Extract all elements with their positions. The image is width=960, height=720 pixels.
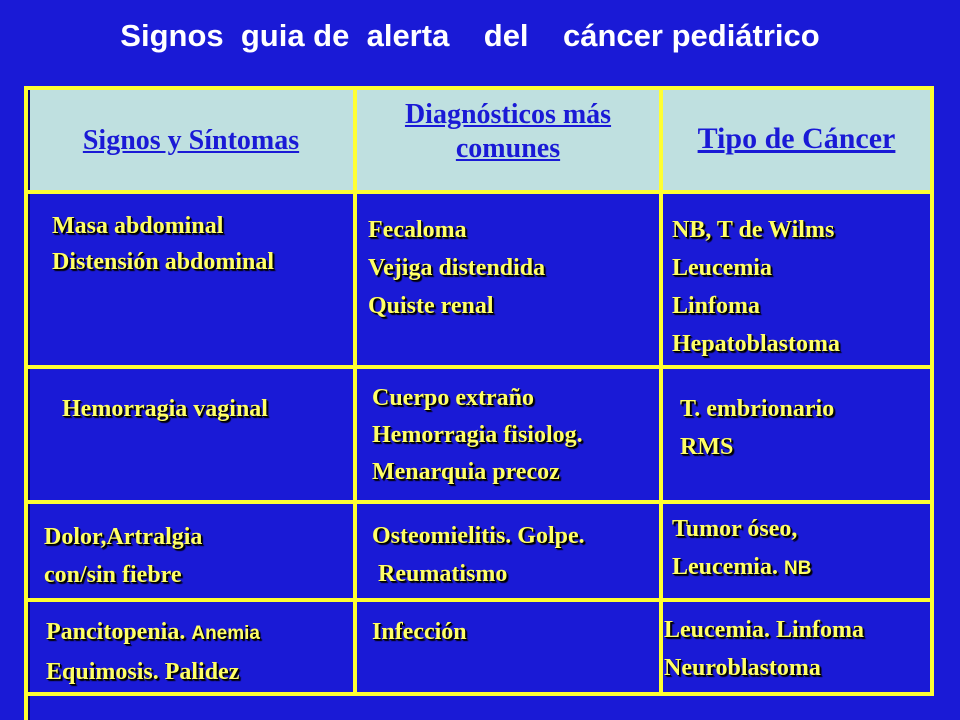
cell-line: Equimosis. Palidez: [46, 659, 240, 685]
cell-line: Tumor óseo,: [672, 516, 798, 542]
cell-line: RMS: [680, 434, 734, 460]
cell-text: Anemia: [191, 623, 260, 644]
grid-line: [24, 86, 28, 720]
cell-cancer-types: [680, 390, 834, 466]
grid-line: [659, 86, 663, 696]
cell-line: [672, 548, 811, 588]
column-header-signs: Signos y Síntomas: [82, 125, 300, 156]
cell-line: Masa abdominal: [52, 213, 224, 239]
grid-line: [930, 86, 934, 696]
cell-signs: [44, 518, 202, 594]
grid-line: [24, 692, 934, 696]
cell-text: Pancitopenia.: [46, 619, 186, 645]
cell-line: Cuerpo extraño: [372, 385, 534, 411]
cell-line: Vejiga distendida: [368, 255, 546, 281]
cell-line: Quiste renal: [368, 293, 494, 319]
cell-diagnoses: [372, 380, 583, 491]
cell-signs: [46, 613, 260, 691]
cell-line: Dolor,Artralgia: [44, 524, 203, 550]
grid-line: [24, 500, 934, 504]
cell-text: Leucemia.: [672, 554, 778, 580]
cell-diagnoses: [372, 517, 585, 593]
cell-line: con/sin fiebre: [44, 562, 182, 588]
column-header-diagnoses: Diagnósticos más comunes: [404, 99, 612, 164]
slide-title: Signos guia de alerta del cáncer pediátrico: [120, 18, 820, 53]
cell-cancer-types: [672, 510, 811, 588]
cell-line: Linfoma: [672, 293, 761, 319]
cell-line: Osteomielitis. Golpe.: [372, 523, 585, 549]
cell-line: Hepatoblastoma: [672, 331, 840, 357]
cell-line: Menarquia precoz: [372, 459, 560, 485]
cell-line: Fecaloma: [368, 217, 467, 243]
cell-text: NB: [783, 558, 812, 579]
column-header-cancer-type: Tipo de Cáncer: [697, 122, 896, 155]
cell-line: Distensión abdominal: [52, 249, 275, 275]
cell-line: Neuroblastoma: [664, 655, 821, 681]
cell-line: [46, 613, 260, 653]
cell-cancer-types: [672, 211, 840, 363]
cell-line: T. embrionario: [680, 396, 835, 422]
grid-line: [24, 365, 934, 369]
cell-line: Hemorragia vaginal: [62, 396, 268, 422]
grid-line: [24, 86, 934, 90]
grid-line: [24, 598, 934, 602]
cell-line: NB, T de Wilms: [672, 217, 835, 243]
cell-line: Infección: [372, 619, 467, 645]
cell-cancer-types: [664, 611, 864, 687]
grid-line: [353, 86, 357, 696]
cell-diagnoses: [372, 613, 467, 651]
cell-line: Leucemia. Linfoma: [664, 617, 864, 643]
cell-diagnoses: [368, 211, 545, 325]
cell-line: Leucemia: [672, 255, 772, 281]
cell-line: Reumatismo: [372, 561, 508, 587]
cell-signs: [62, 390, 268, 428]
grid-line: [24, 190, 934, 194]
cell-line: Hemorragia fisiolog.: [372, 422, 583, 448]
cell-signs: [52, 208, 274, 280]
